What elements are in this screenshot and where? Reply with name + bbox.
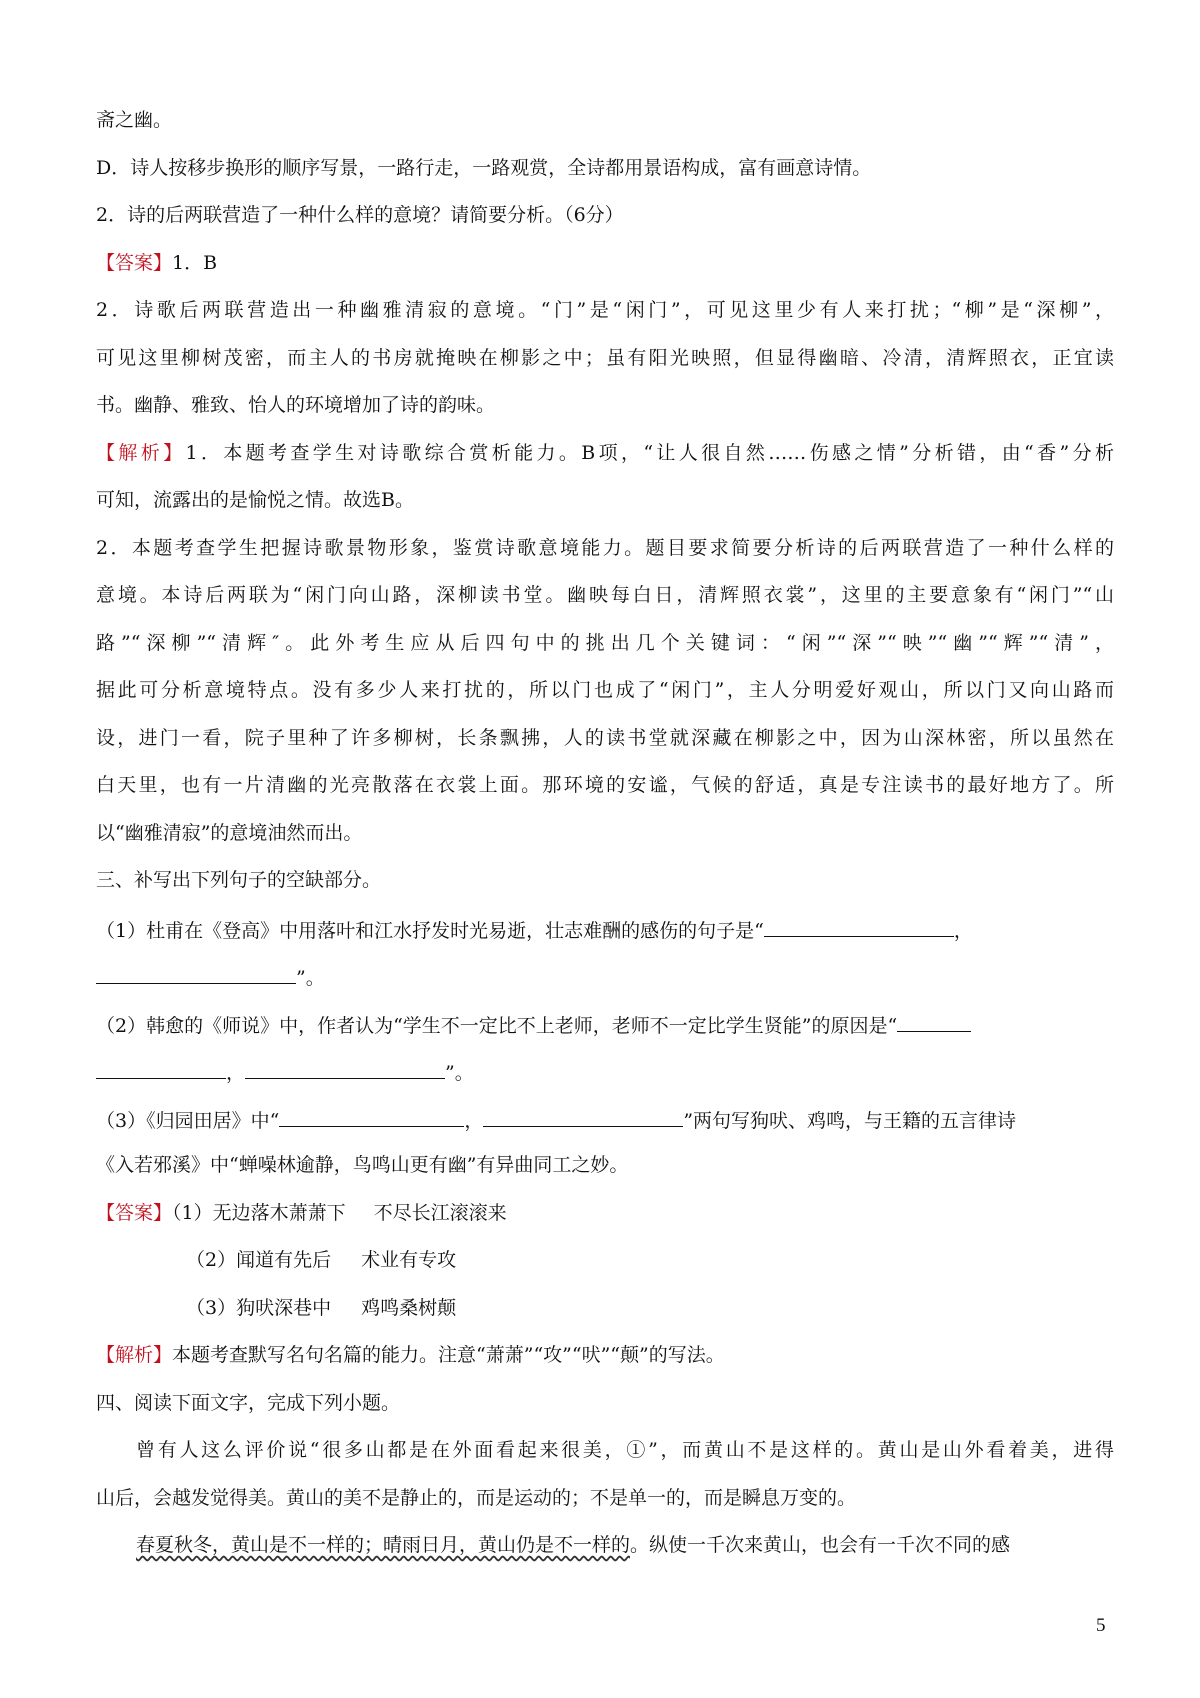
- fill-blank-2-cont: [96, 1058, 1114, 1106]
- blank-prompt: （3）《归园田居》中“: [96, 1109, 280, 1132]
- analysis-line: [96, 441, 1114, 489]
- fill-blank-1: [96, 916, 1114, 964]
- answer-text: 鸡鸣桑树颠: [361, 1296, 457, 1319]
- answer-text: （3）狗吠深巷中: [186, 1296, 332, 1319]
- option-d: D．诗人按移步换形的顺序写景，一路行走，一路观赏，全诗都用景语构成，富有画意诗情。: [96, 156, 872, 179]
- analysis-tag: 【解析】: [96, 441, 186, 464]
- analysis-tag: 【解析】: [96, 1344, 173, 1366]
- blank-field[interactable]: [96, 1058, 226, 1079]
- passage-line: [96, 1533, 1114, 1581]
- text-line: 《入若邪溪》中“蝉噪林逾静，鸟鸣山更有幽”有异曲同工之妙。: [96, 1154, 629, 1176]
- text-line: 可见这里柳树茂密，而主人的书房就掩映在柳影之中；虽有阳光映照，但显得幽暗、冷清，清辉照衣，正宜读: [96, 346, 1114, 369]
- analysis-text: 本题考查默写名句名篇的能力。注意“萧萧”“攻”“吠”“颠”的写法。: [172, 1344, 725, 1366]
- blank-comma: ，: [464, 1109, 484, 1132]
- passage-line: 曾有人这么评价说“很多山都是在外面看起来很美，①”，而黄山不是这样的。黄山是山外看着美，进得: [136, 1439, 1114, 1461]
- answer-text: （1）无边落木萧萧下: [172, 1201, 346, 1224]
- answer-line: [96, 1296, 1114, 1344]
- text-line: 可知，流露出的是愉悦之情。故选B。: [96, 489, 414, 511]
- blank-prompt: （1）杜甫在《登高》中用落叶和江水抒发时光易逝，壮志难酬的感伤的句子是“: [96, 919, 764, 942]
- text-line: 意境。本诗后两联为“闲门向山路，深柳读书堂。幽映每白日，清辉照衣裳”，这里的主要意象有“闲门”“山: [96, 584, 1114, 606]
- blank-field[interactable]: [279, 1106, 464, 1127]
- blank-close: ”。: [445, 1062, 474, 1084]
- answer-line: [96, 1201, 1114, 1249]
- blank-comma: ，: [953, 919, 973, 942]
- answer-tag: 【答案】: [96, 1201, 173, 1224]
- text-line: 据此可分析意境特点。没有多少人来打扰的，所以门也成了“闲门”，主人分明爱好观山，所以门又向山路而: [96, 679, 1114, 701]
- text-line: 2．诗歌后两联营造出一种幽雅清寂的意境。“门”是“闲门”，可见这里少有人来打扰；“柳”是“深柳”，: [96, 299, 1114, 321]
- fill-blank-2: [96, 1011, 1114, 1059]
- text-line: 设，进门一看，院子里种了许多柳树，长条飘拂，人的读书堂就深藏在柳影之中，因为山深林密，所以虽然在: [96, 726, 1114, 749]
- blank-comma: ，: [226, 1062, 246, 1084]
- text-line: 2．本题考查学生把握诗歌景物形象，鉴赏诗歌意境能力。题目要求简要分析诗的后两联营造了一种什么样的: [96, 536, 1114, 559]
- text-line: 以“幽雅清寂”的意境油然而出。: [96, 821, 363, 844]
- page-number: 5: [1096, 1615, 1106, 1636]
- fill-blank-1-cont: [96, 963, 1114, 1011]
- passage-line: 山后，会越发觉得美。黄山的美不是静止的，而是运动的；不是单一的，而是瞬息万变的。: [96, 1486, 857, 1509]
- answer-line: [96, 1248, 1114, 1296]
- analysis-text: 1．本题考查学生对诗歌综合赏析能力。B项，“让人很自然……伤感之情”分析错，由“香”分析: [185, 441, 1114, 464]
- blank-field[interactable]: [764, 916, 954, 937]
- fill-blank-3: [96, 1106, 1114, 1154]
- answer-text: 1．B: [172, 251, 218, 274]
- document-page: [96, 108, 1114, 1581]
- wavy-underlined-text: 春夏秋冬，黄山是不一样的；晴雨日月，黄山仍是不一样的: [136, 1534, 631, 1556]
- blank-suffix: ”两句写狗吠、鸡鸣，与王籍的五言律诗: [683, 1109, 1017, 1132]
- blank-field[interactable]: [897, 1011, 971, 1032]
- blank-close: ”。: [296, 967, 325, 989]
- answer-text: （2）闻道有先后: [186, 1249, 332, 1271]
- blank-prompt: （2）韩愈的《师说》中，作者认为“学生不一定比不上老师，老师不一定比学生贤能”的原因是“: [96, 1014, 898, 1037]
- blank-field[interactable]: [96, 963, 296, 984]
- analysis-line: [96, 1343, 1114, 1391]
- text-line: 路”“深柳”“清辉″。此外考生应从后四句中的挑出几个关键词：“闲”“深”“映”“幽”“辉”“清”，: [96, 631, 1114, 654]
- section-3-heading: 三、补写出下列句子的空缺部分。: [96, 869, 382, 891]
- question-2: 2．诗的后两联营造了一种什么样的意境？请简要分析。（6分）: [96, 204, 624, 226]
- answer-tag: 【答案】: [96, 251, 173, 274]
- answer-text: 不尽长江滚滚来: [373, 1201, 507, 1224]
- blank-field[interactable]: [483, 1106, 683, 1127]
- text-line: 白天里，也有一片清幽的光亮散落在衣裳上面。那环境的安谧，气候的舒适，真是专注读书的最好地方了。所: [96, 774, 1114, 796]
- text-line: 书。幽静、雅致、怡人的环境增加了诗的韵味。: [96, 394, 496, 416]
- answer-text: 术业有专攻: [361, 1249, 457, 1271]
- text-line: 斋之幽。: [96, 109, 173, 131]
- blank-field[interactable]: [245, 1058, 445, 1079]
- section-4-heading: 四、阅读下面文字，完成下列小题。: [96, 1391, 401, 1414]
- answer-line: [96, 251, 1114, 299]
- passage-text: 。纵使一千次来黄山，也会有一千次不同的感: [630, 1534, 1011, 1556]
